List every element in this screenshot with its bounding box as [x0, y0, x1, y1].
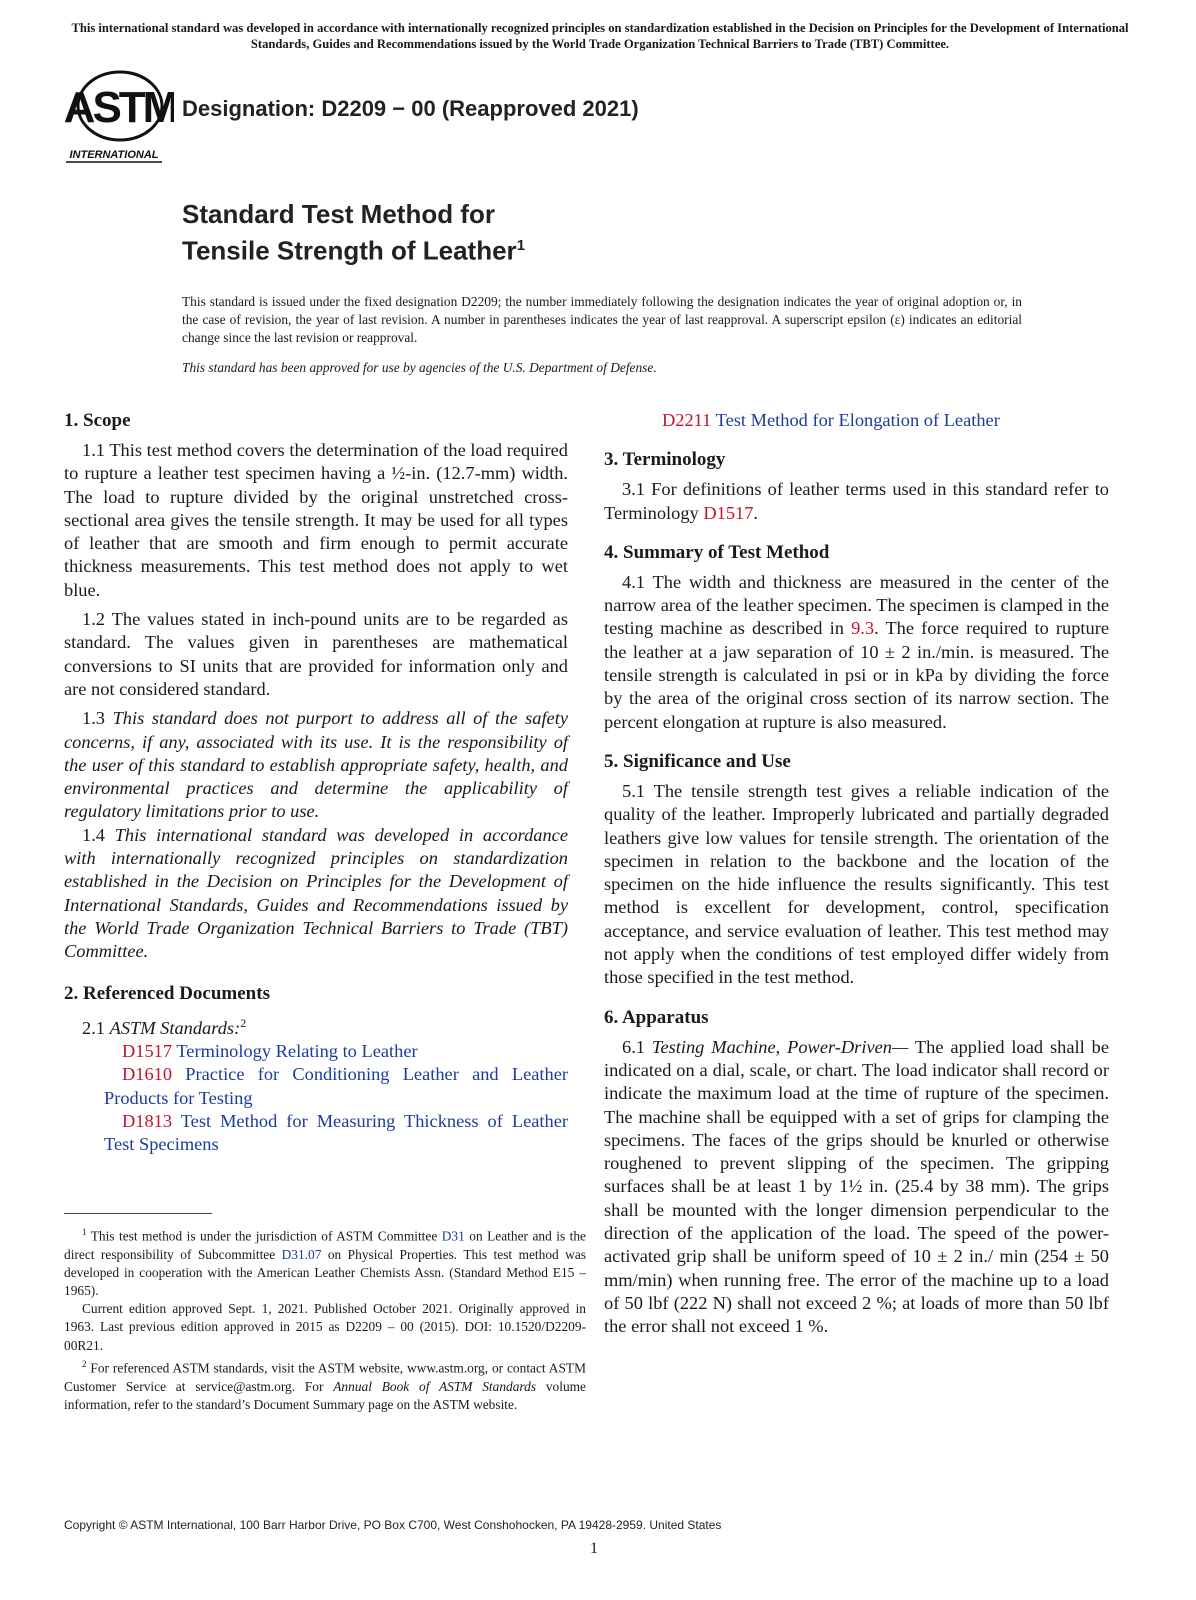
title-line-1: Standard Test Method for — [182, 199, 495, 229]
logo-subtext: INTERNATIONAL — [69, 149, 159, 161]
ref-d2211-title[interactable]: Test Method for Elongation of Leather — [711, 410, 1000, 430]
para-3-1 — [604, 478, 1109, 525]
page-number: 1 — [590, 1540, 598, 1557]
footnote-2-italic: Annual Book of ASTM Standards — [333, 1378, 537, 1394]
para-4-1 — [604, 571, 1109, 734]
copyright-footer: Copyright © ASTM International, 100 Barr Harbor Drive, PO Box C700, West Conshohocken, PA 19428-2959. United States — [64, 1518, 722, 1532]
astm-logo-mark — [62, 68, 174, 168]
para-3-1-text: 3.1 For definitions of leather terms used in this standard refer to Terminology — [604, 479, 1109, 523]
section-1-heading: 1. Scope — [64, 410, 131, 431]
para-6-1-text: The applied load shall be indicated on a dial, scale, or chart. The load indicator shall record or indicate the maximum load at the time of rupture of the specimen. The machine shall be equipped with a set of grips for clamping the specimens. The faces of the grips should be knurled or otherwise roughened to prevent slipping of the specimen. The gripping surfaces shall be at least 1 by 1½ in. (25.4 by 38 mm). The grips shall be mounted with the longer dimension perpendicular to the direction of the application of the load. The speed of the power-activated grip shall be uniform speed of 10 ± 2 in./ min (254 ± 50 mm/min) when running free. The error of the machine up to a load of 50 lbf (222 N) shall not exceed 2 %; at loads of more than 50 lbf the error shall not exceed 1 %. — [604, 1036, 1110, 1337]
ref-d2211-code[interactable]: D2211 — [662, 410, 712, 430]
para-5-1: 5.1 The tensile strength test gives a reliable indication of the quality of the leather. Improperly lubricated and partially degraded leathers give low values for tensile strength. The orientation of the specimen in relation to the backbone and the location of the specimen on the hide influence the results significantly. This test method is excellent for development, control, specification acceptance, and service evaluation of leather. This test method may not apply when the conditions of test employed differ widely from those specified in the test method. — [604, 780, 1109, 988]
footnote-1-text-a: This test method is under the jurisdiction of ASTM Committee — [86, 1228, 442, 1244]
wto-notice: This international standard was developed in accordance with internationally recognized principles on standardization established in the Decision on Principles for the Development of International Standards, Guides and Recommendations issued by the World Trade Organization Technical Barriers to Trade (TBT) Committee. — [71, 21, 1129, 51]
section-5-heading: 5. Significance and Use — [604, 750, 791, 772]
para-2-1-text: ASTM Standards: — [109, 1017, 241, 1038]
footnote-2-marker: 2 — [82, 1358, 87, 1369]
footnote-1-link-d3107[interactable]: D31.07 — [281, 1246, 322, 1262]
dod-approval: This standard has been approved for use by agencies of the U.S. Department of Defense. — [182, 360, 657, 375]
ref-d1610-title[interactable]: Practice for Conditioning Leather and Leather Products for Testing — [104, 1064, 568, 1108]
para-6-1 — [604, 1036, 1109, 1339]
ref-d1813-title[interactable]: Test Method for Measuring Thickness of Leather Test Specimens — [104, 1110, 568, 1155]
footnote-1 — [64, 1223, 586, 1300]
para-1-1: 1.1 This test method covers the determination of the load required to rupture a leather test specimen having a ½-in. (12.7-mm) width. The load to rupture divided by the original unstretched cross-sectional area gives the tensile strength. It may be used for all types of leather that are smooth and firm enough to permit accurate thickness measurements. This test method does not apply to wet blue. — [64, 440, 568, 600]
left-column — [64, 409, 568, 1156]
footnotes — [64, 1223, 586, 1414]
para-1-3-text: This standard does not purport to address all of the safety concerns, if any, associated with its use. It is the responsibility of the user of this standard to establish appropriate safety, health, and environmental practices and determine the applicability of regulatory limitations prior to use. — [64, 708, 568, 822]
para-1-2: 1.2 The values stated in inch-pound units are to be regarded as standard. The values given in parentheses are mathematical conversions to SI units that are provided for information only and are not considered standard. — [64, 609, 568, 699]
para-6-1-italic: Testing Machine, Power-Driven— — [651, 1036, 909, 1057]
section-3-heading: 3. Terminology — [604, 449, 726, 471]
footnote-1-edition: Current edition approved Sept. 1, 2021. Published October 2021. Originally approved in 1963. Last previous edition approved in 2015 as D2209 – 00 (2015). DOI: 10.1520/D2209-00R21. — [64, 1301, 586, 1353]
ref-d1813[interactable] — [64, 1110, 568, 1157]
footnote-2-text-a: For referenced ASTM standards, visit the ASTM website, www.astm.org, or contact ASTM Customer Service at service@astm.org. For — [64, 1360, 586, 1394]
ref-d1517-title[interactable]: Terminology Relating to Leather — [172, 1040, 418, 1061]
logo-text: ASTM — [63, 83, 174, 132]
para-2-1-num: 2.1 — [82, 1017, 110, 1038]
title-line-2-text: Tensile Strength of Leather — [182, 235, 517, 266]
para-1-4 — [64, 824, 568, 964]
section-4-heading: 4. Summary of Test Method — [604, 541, 830, 563]
ref-d1610-code[interactable]: D1610 — [122, 1064, 173, 1085]
title-footnote-ref[interactable]: 1 — [516, 237, 526, 254]
ref-d1517[interactable] — [64, 1040, 568, 1063]
para-2-1-footnote-ref[interactable]: 2 — [240, 1015, 247, 1030]
footnote-1-text-c: on Physical Properties. This test method was developed in cooperation with the American Leather Chemists Assn. (Standard Method E15 – 1965). — [64, 1246, 586, 1299]
para-4-1-text-a: 4.1 The width and thickness are measured in the center of the narrow area of the leather specimen. The specimen is clamped in the testing machine as described in — [604, 571, 1109, 639]
ref-d2211[interactable] — [604, 409, 1109, 432]
para-4-1-link-9-3[interactable]: 9.3 — [851, 618, 875, 639]
ref-d1610[interactable] — [64, 1063, 568, 1110]
para-3-1-link-d1517[interactable]: D1517 — [703, 502, 754, 523]
footnote-1-text-b: on Leather and is the direct responsibility of Subcommittee — [64, 1228, 586, 1262]
footnote-1-link-d31[interactable]: D31 — [441, 1228, 465, 1244]
ref-d1517-code[interactable]: D1517 — [122, 1040, 173, 1061]
para-1-4-text: This international standard was developed in accordance with internationally recognized principles on standardization established in the Decision on Principles for the Development of International Standards, Guides and Recommendations issued by the World Trade Organization Technical Barriers to Trade (TBT) Committee. — [64, 824, 568, 962]
para-2-1 — [64, 1012, 568, 1040]
para-6-1-num: 6.1 — [622, 1036, 652, 1057]
ref-d1813-code[interactable]: D1813 — [122, 1110, 173, 1131]
footnote-1-marker: 1 — [82, 1227, 87, 1237]
section-2-heading: 2. Referenced Documents — [64, 982, 270, 1004]
section-6-heading: 6. Apparatus — [604, 1006, 709, 1028]
para-3-1-end: . — [753, 502, 759, 523]
footnote-2 — [64, 1355, 586, 1414]
para-4-1-text-b: . The force required to rupture the leather at a jaw separation of 10 ± 2 in./min. is measured. The tensile strength is calculated in psi or in kPa by dividing the force by the area of the original cross section of its narrow section. The percent elongation at rupture is also measured. — [604, 618, 1109, 732]
footnote-2-text-b: volume information, refer to the standard’s Document Summary page on the ASTM website. — [64, 1378, 586, 1412]
astm-logo — [62, 68, 174, 168]
footnote-rule — [64, 1213, 212, 1214]
document-title — [182, 198, 525, 267]
para-1-3 — [64, 707, 568, 823]
title-line-2 — [182, 230, 525, 267]
issuance-statement: This standard is issued under the fixed designation D2209; the number immediately following the designation indicates the year of original adoption or, in the case of revision, the year of last revision. A number in parentheses indicates the year of last reapproval. A superscript epsilon (ε) indicates an editorial change since the last revision or reapproval. — [182, 294, 1022, 345]
para-1-4-num: 1.4 — [82, 824, 115, 845]
designation: Designation: D2209 − 00 (Reapproved 2021) — [182, 96, 639, 121]
right-column — [604, 409, 1109, 1339]
para-1-3-num: 1.3 — [82, 708, 113, 729]
